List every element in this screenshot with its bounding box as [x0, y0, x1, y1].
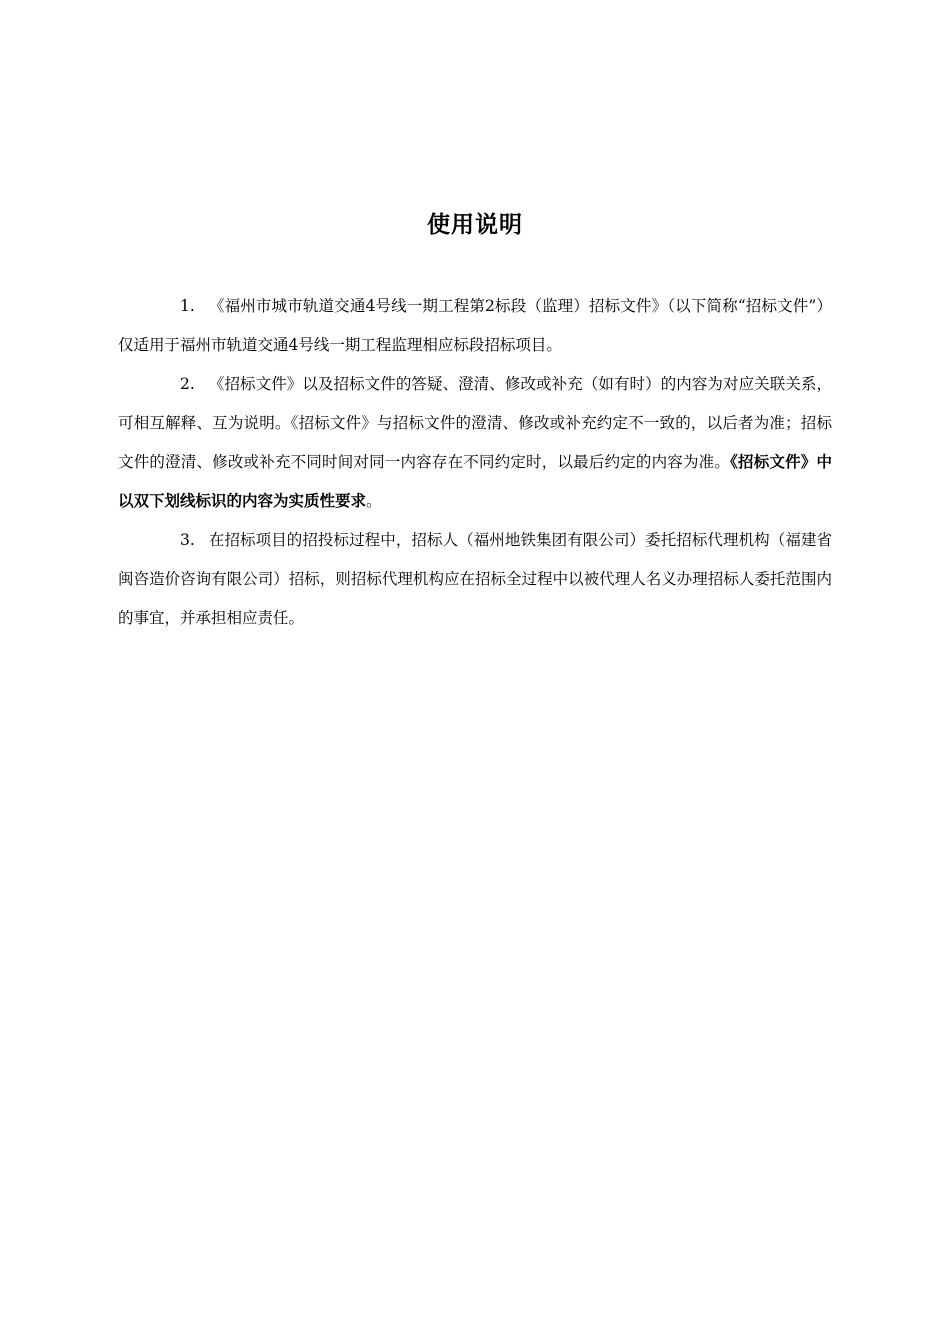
paragraph-number: 2.: [180, 375, 195, 393]
paragraph-number: 3.: [180, 531, 195, 549]
paragraph-number: 1.: [180, 297, 195, 315]
document-body: [118, 287, 832, 638]
paragraph-text: 《福州市城市轨道交通4号线一期工程第2标段（监理）招标文件》（以下简称“招标文件”）仅适用于福州市轨道交通4号线一期工程监理相应标段招标项目。: [118, 297, 832, 354]
substantive-requirement-emphasis: 《招标文件》中以双下划线标识的内容为实质性要求: [118, 453, 832, 510]
paragraph-text: 《招标文件》以及招标文件的答疑、澄清、修改或补充（如有时）的内容为对应关联关系，可相互解释、互为说明。《招标文件》与招标文件的澄清、修改或补充约定不一致的，以后者为准；招标文件的澄清、修改或补充不同时间对同一内容存在不同约定时，以最后约定的内容为准。: [118, 375, 832, 471]
paragraph-3: [118, 521, 832, 638]
paragraph-tail: 。: [366, 492, 382, 510]
paragraph-1: [118, 287, 832, 365]
paragraph-text: 在招标项目的招投标过程中，招标人（福州地铁集团有限公司）委托招标代理机构（福建省闽咨造价咨询有限公司）招标，则招标代理机构应在招标全过程中以被代理人名义办理招标人委托范围内的事宜，并承担相应责任。: [118, 531, 832, 627]
paragraph-2: [118, 365, 832, 521]
page-title: 使用说明: [427, 212, 523, 238]
